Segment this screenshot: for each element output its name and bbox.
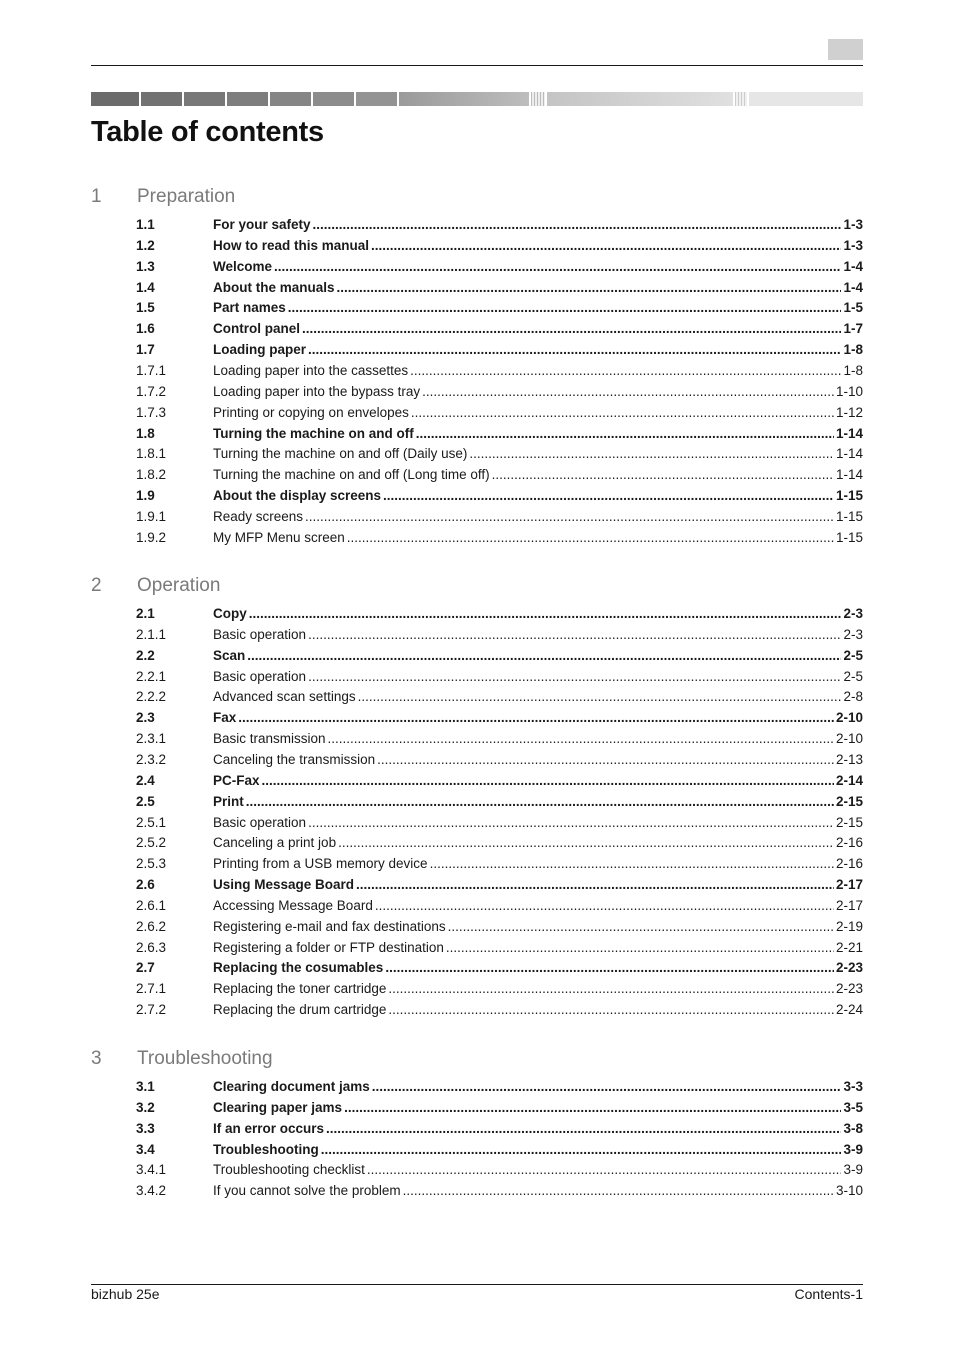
dot-leader: [344, 1098, 841, 1118]
dot-leader: [308, 667, 841, 687]
dot-leader: [238, 708, 834, 728]
toc-entry-number: 2.3.1: [136, 731, 167, 747]
toc-entry-number: 1.5: [136, 300, 155, 316]
dot-leader: [372, 1077, 842, 1097]
toc-entry-page: 2-16: [835, 835, 863, 851]
toc-subsection-link[interactable]: [136, 507, 863, 527]
toc-section-link[interactable]: [136, 257, 863, 277]
toc-entry-number: 1.8.2: [136, 467, 167, 483]
corner-tab-marker: [828, 39, 863, 60]
toc-entry-number: 2.2: [136, 647, 155, 663]
dot-leader: [388, 1000, 834, 1020]
toc-entry-number: 3.3: [136, 1120, 155, 1136]
toc-entry-title: Advanced scan settings: [213, 689, 356, 705]
chapter-number: 2: [91, 575, 102, 596]
toc-entry-title: Clearing document jams: [213, 1079, 370, 1094]
dot-leader: [430, 854, 834, 874]
toc-section-link[interactable]: [136, 298, 863, 318]
toc-entry-page: 1-15: [835, 488, 863, 504]
toc-entry-title: Canceling the transmission: [213, 751, 376, 767]
toc-entry-title: If an error occurs: [213, 1120, 325, 1136]
toc-entry-title: Basic operation: [213, 626, 307, 642]
toc-entry-page: 2-24: [835, 1002, 863, 1018]
toc-entry-page: 2-13: [835, 751, 863, 767]
toc-entry-page: 3-9: [843, 1141, 863, 1157]
toc-subsection-link[interactable]: [136, 1000, 863, 1020]
dot-leader: [410, 361, 841, 381]
toc-entry-number: 1.1: [136, 217, 155, 232]
toc-entry-page: 1-3: [843, 237, 863, 253]
toc-entry-page: 1-4: [843, 258, 863, 274]
toc-entry-title: Loading paper into the bypass tray: [213, 383, 421, 399]
toc-entry-page: 2-3: [843, 606, 863, 621]
toc-entry-number: 2.2.1: [136, 668, 167, 684]
toc-entry-title: How to read this manual: [213, 237, 370, 253]
dot-leader: [313, 215, 842, 235]
chapter-title: Troubleshooting: [137, 1048, 273, 1069]
toc-entry-number: 2.1: [136, 606, 155, 621]
toc-subsection-link[interactable]: [136, 917, 863, 937]
dot-leader: [388, 979, 834, 999]
toc-entry-title: Troubleshooting: [213, 1141, 319, 1157]
toc-entry-title: Print: [213, 793, 244, 809]
toc-entry-page: 3-3: [843, 1079, 863, 1094]
toc-entry-title: Basic operation: [213, 814, 307, 830]
toc-entry-number: 1.8: [136, 425, 155, 441]
dot-leader: [308, 625, 841, 645]
chapter-title: Preparation: [137, 186, 236, 207]
toc-entry-page: 3-10: [835, 1183, 863, 1199]
dot-leader: [288, 298, 842, 318]
toc-entry-page: 2-23: [835, 981, 863, 997]
toc-subsection-link[interactable]: [136, 667, 863, 687]
toc-subsection-link[interactable]: [136, 896, 863, 916]
toc-entry-number: 2.7: [136, 960, 155, 976]
toc-subsection-link[interactable]: [136, 1181, 863, 1201]
toc-entry-title: Copy: [213, 606, 247, 621]
toc-entry-page: 2-16: [835, 856, 863, 872]
toc-subsection-link[interactable]: [136, 625, 863, 645]
toc-entry-number: 2.6.2: [136, 918, 167, 934]
toc-entry-title: About the display screens: [213, 488, 382, 504]
toc-entry-page: 1-14: [835, 425, 863, 441]
toc-entry-title: If you cannot solve the problem: [213, 1183, 401, 1199]
toc-entry-number: 2.5.1: [136, 814, 167, 830]
toc-subsection-link[interactable]: [136, 854, 863, 874]
toc-entry-number: 1.7.1: [136, 362, 167, 378]
toc-entry-number: 1.9: [136, 488, 155, 504]
toc-entry-title: Registering a folder or FTP destination: [213, 939, 444, 955]
chapter-number: 3: [91, 1048, 102, 1069]
toc-section-link[interactable]: [136, 958, 863, 978]
chapter-number: 1: [91, 186, 102, 207]
toc-entry-page: 2-23: [835, 960, 863, 976]
toc-entry-page: 1-14: [835, 467, 863, 483]
toc-section-link[interactable]: [136, 1140, 863, 1160]
dot-leader: [375, 896, 834, 916]
toc-entry-title: Part names: [213, 300, 286, 316]
toc-entry-page: 2-17: [835, 877, 863, 893]
dot-leader: [347, 528, 834, 548]
toc-entry-title: Basic operation: [213, 668, 307, 684]
toc-subsection-link[interactable]: [136, 382, 863, 402]
toc-subsection-link[interactable]: [136, 833, 863, 853]
dot-leader: [337, 278, 842, 298]
toc-entry-number: 2.5: [136, 793, 155, 809]
toc-entry-page: 1-15: [835, 529, 863, 545]
chapter-heading: [91, 575, 863, 601]
toc-entry-page: 2-5: [843, 668, 863, 684]
toc-section-link[interactable]: [136, 1119, 863, 1139]
toc-entry-number: 1.9.1: [136, 508, 167, 524]
toc-entry-page: 1-8: [843, 362, 863, 378]
toc-section-link[interactable]: [136, 1098, 863, 1118]
toc-entry-title: Replacing the drum cartridge: [213, 1002, 387, 1018]
toc-entry-number: 2.5.2: [136, 835, 167, 851]
toc-entry-title: About the manuals: [213, 279, 335, 295]
toc-entry-number: 2.6.3: [136, 939, 167, 955]
toc-entry-page: 2-10: [835, 731, 863, 747]
dot-leader: [302, 319, 841, 339]
toc-entry-number: 2.4: [136, 772, 155, 788]
toc-entry-page: 2-5: [843, 647, 863, 663]
toc-section-link[interactable]: [136, 424, 863, 444]
toc-entry-number: 3.4.1: [136, 1162, 167, 1178]
toc-entry-page: 1-7: [843, 321, 863, 337]
toc-section-link[interactable]: [136, 646, 863, 666]
toc-entry-number: 1.7: [136, 342, 155, 358]
toc-section-link[interactable]: [136, 708, 863, 728]
dot-leader: [305, 507, 834, 527]
toc-subsection-link[interactable]: [136, 938, 863, 958]
toc-section-link[interactable]: [136, 1077, 863, 1097]
toc-entry-title: Turning the machine on and off (Daily use): [213, 446, 468, 462]
toc-subsection-link[interactable]: [136, 687, 863, 707]
toc-entry-number: 3.4: [136, 1141, 155, 1157]
toc-section-link[interactable]: [136, 486, 863, 506]
toc-entry-page: 1-15: [835, 508, 863, 524]
toc-entry-number: 2.3: [136, 710, 155, 726]
dot-leader: [262, 771, 834, 791]
toc-entry-number: 2.2.2: [136, 689, 167, 705]
toc-entry-number: 3.4.2: [136, 1183, 167, 1199]
toc-entry-number: 1.9.2: [136, 529, 167, 545]
toc-subsection-link[interactable]: [136, 403, 863, 423]
toc-entry-number: 2.7.1: [136, 981, 167, 997]
dot-leader: [247, 646, 841, 666]
toc-entry-number: 3.2: [136, 1099, 155, 1115]
toc-entry-title: Accessing Message Board: [213, 897, 373, 913]
decorative-gradient-bar: [91, 92, 863, 106]
toc-section-link[interactable]: [136, 792, 863, 812]
dot-leader: [371, 236, 841, 256]
chapter-title: Operation: [137, 575, 221, 596]
toc-entry-title: Welcome: [213, 258, 273, 274]
toc-entry-number: 1.4: [136, 279, 155, 295]
dot-leader: [385, 958, 834, 978]
toc-subsection-link[interactable]: [136, 813, 863, 833]
toc-entry-title: Control panel: [213, 321, 300, 337]
dot-leader: [446, 938, 834, 958]
dot-leader: [274, 257, 841, 277]
toc-entry-number: 2.6.1: [136, 897, 167, 913]
toc-section-link[interactable]: [136, 236, 863, 256]
toc-entry-title: Using Message Board: [213, 877, 355, 893]
toc-entry-number: 2.5.3: [136, 856, 167, 872]
toc-entry-title: Troubleshooting checklist: [213, 1162, 365, 1178]
toc-entry-page: 1-14: [835, 446, 863, 462]
toc-entry-title: Ready screens: [213, 508, 304, 524]
toc-entry-number: 1.2: [136, 237, 155, 253]
toc-entry-page: 1-10: [835, 383, 863, 399]
chapter-heading: [91, 186, 863, 212]
toc-entry-number: 3.1: [136, 1079, 155, 1094]
dot-leader: [308, 340, 841, 360]
toc-entry-page: 2-17: [835, 897, 863, 913]
toc-entry-title: Loading paper into the cassettes: [213, 362, 409, 378]
toc-entry-number: 1.6: [136, 321, 155, 337]
footer-product-name: bizhub 25e: [91, 1286, 160, 1302]
toc-entry-title: My MFP Menu screen: [213, 529, 345, 545]
toc-subsection-link[interactable]: [136, 729, 863, 749]
toc-subsection-link[interactable]: [136, 979, 863, 999]
toc-entry-title: Printing from a USB memory device: [213, 856, 428, 872]
dot-leader: [416, 424, 834, 444]
dot-leader: [321, 1140, 842, 1160]
dot-leader: [308, 813, 834, 833]
toc-entry-page: 1-3: [843, 217, 863, 232]
toc-entry-title: Scan: [213, 647, 246, 663]
dot-leader: [411, 403, 834, 423]
toc-entry-title: Loading paper: [213, 342, 307, 358]
toc-section-link[interactable]: [136, 319, 863, 339]
dot-leader: [469, 444, 834, 464]
dot-leader: [249, 604, 842, 624]
toc-entry-title: Basic transmission: [213, 731, 326, 747]
toc-section-link[interactable]: [136, 340, 863, 360]
dot-leader: [422, 382, 834, 402]
dot-leader: [356, 875, 834, 895]
toc-entry-number: 1.8.1: [136, 446, 167, 462]
header-rule: [91, 65, 863, 66]
toc-entry-number: 2.3.2: [136, 751, 167, 767]
dot-leader: [403, 1181, 834, 1201]
toc-entry-number: 2.6: [136, 877, 155, 893]
dot-leader: [246, 792, 834, 812]
toc-entry-title: Canceling a print job: [213, 835, 337, 851]
toc-subsection-link[interactable]: [136, 1160, 863, 1180]
toc-entry-page: 3-8: [843, 1120, 863, 1136]
toc-entry-title: Clearing paper jams: [213, 1099, 343, 1115]
toc-entry-title: PC-Fax: [213, 772, 260, 788]
toc-entry-number: 1.7.3: [136, 404, 167, 420]
toc-section-link[interactable]: [136, 215, 863, 235]
toc-section-link[interactable]: [136, 875, 863, 895]
toc-entry-page: 2-15: [835, 793, 863, 809]
toc-entry-page: 2-14: [835, 772, 863, 788]
toc-entry-title: Printing or copying on envelopes: [213, 404, 409, 420]
dot-leader: [358, 687, 842, 707]
dot-leader: [377, 750, 834, 770]
dot-leader: [448, 917, 834, 937]
dot-leader: [492, 465, 834, 485]
dot-leader: [328, 729, 834, 749]
footer-rule: [91, 1284, 863, 1285]
page-title: Table of contents: [91, 116, 324, 148]
toc-entry-number: 2.7.2: [136, 1002, 167, 1018]
toc-entry-title: Turning the machine on and off (Long time off): [213, 467, 490, 483]
dot-leader: [326, 1119, 841, 1139]
toc-subsection-link[interactable]: [136, 750, 863, 770]
dot-leader: [367, 1160, 842, 1180]
toc-entry-page: 2-3: [843, 626, 863, 642]
toc-entry-title: Registering e-mail and fax destinations: [213, 918, 446, 934]
chapter-heading: [91, 1048, 863, 1074]
dot-leader: [383, 486, 834, 506]
toc-entry-page: 1-12: [835, 404, 863, 420]
toc-entry-title: Fax: [213, 710, 237, 726]
toc-entry-page: 1-8: [843, 342, 863, 358]
toc-section-link[interactable]: [136, 278, 863, 298]
toc-subsection-link[interactable]: [136, 361, 863, 381]
toc-entry-page: 1-4: [843, 279, 863, 295]
toc-entry-number: 1.3: [136, 258, 155, 274]
dot-leader: [338, 833, 834, 853]
toc-entry-title: Replacing the cosumables: [213, 960, 384, 976]
footer-page-number: Contents-1: [794, 1286, 863, 1302]
toc-entry-page: 2-8: [843, 689, 863, 705]
toc-entry-page: 1-5: [843, 300, 863, 316]
toc-subsection-link[interactable]: [136, 465, 863, 485]
toc-entry-page: 3-9: [843, 1162, 863, 1178]
toc-entry-title: Turning the machine on and off: [213, 425, 414, 441]
toc-entry-page: 2-15: [835, 814, 863, 830]
toc-entry-title: For your safety: [213, 217, 311, 232]
toc-subsection-link[interactable]: [136, 528, 863, 548]
toc-entry-number: 2.1.1: [136, 626, 167, 642]
toc-entry-title: Replacing the toner cartridge: [213, 981, 387, 997]
toc-entry-page: 2-10: [835, 710, 863, 726]
toc-entry-page: 2-19: [835, 918, 863, 934]
toc-entry-page: 3-5: [843, 1099, 863, 1115]
toc-entry-number: 1.7.2: [136, 383, 167, 399]
toc-section-link[interactable]: [136, 771, 863, 791]
toc-section-link[interactable]: [136, 604, 863, 624]
toc-entry-page: 2-21: [835, 939, 863, 955]
toc-subsection-link[interactable]: [136, 444, 863, 464]
